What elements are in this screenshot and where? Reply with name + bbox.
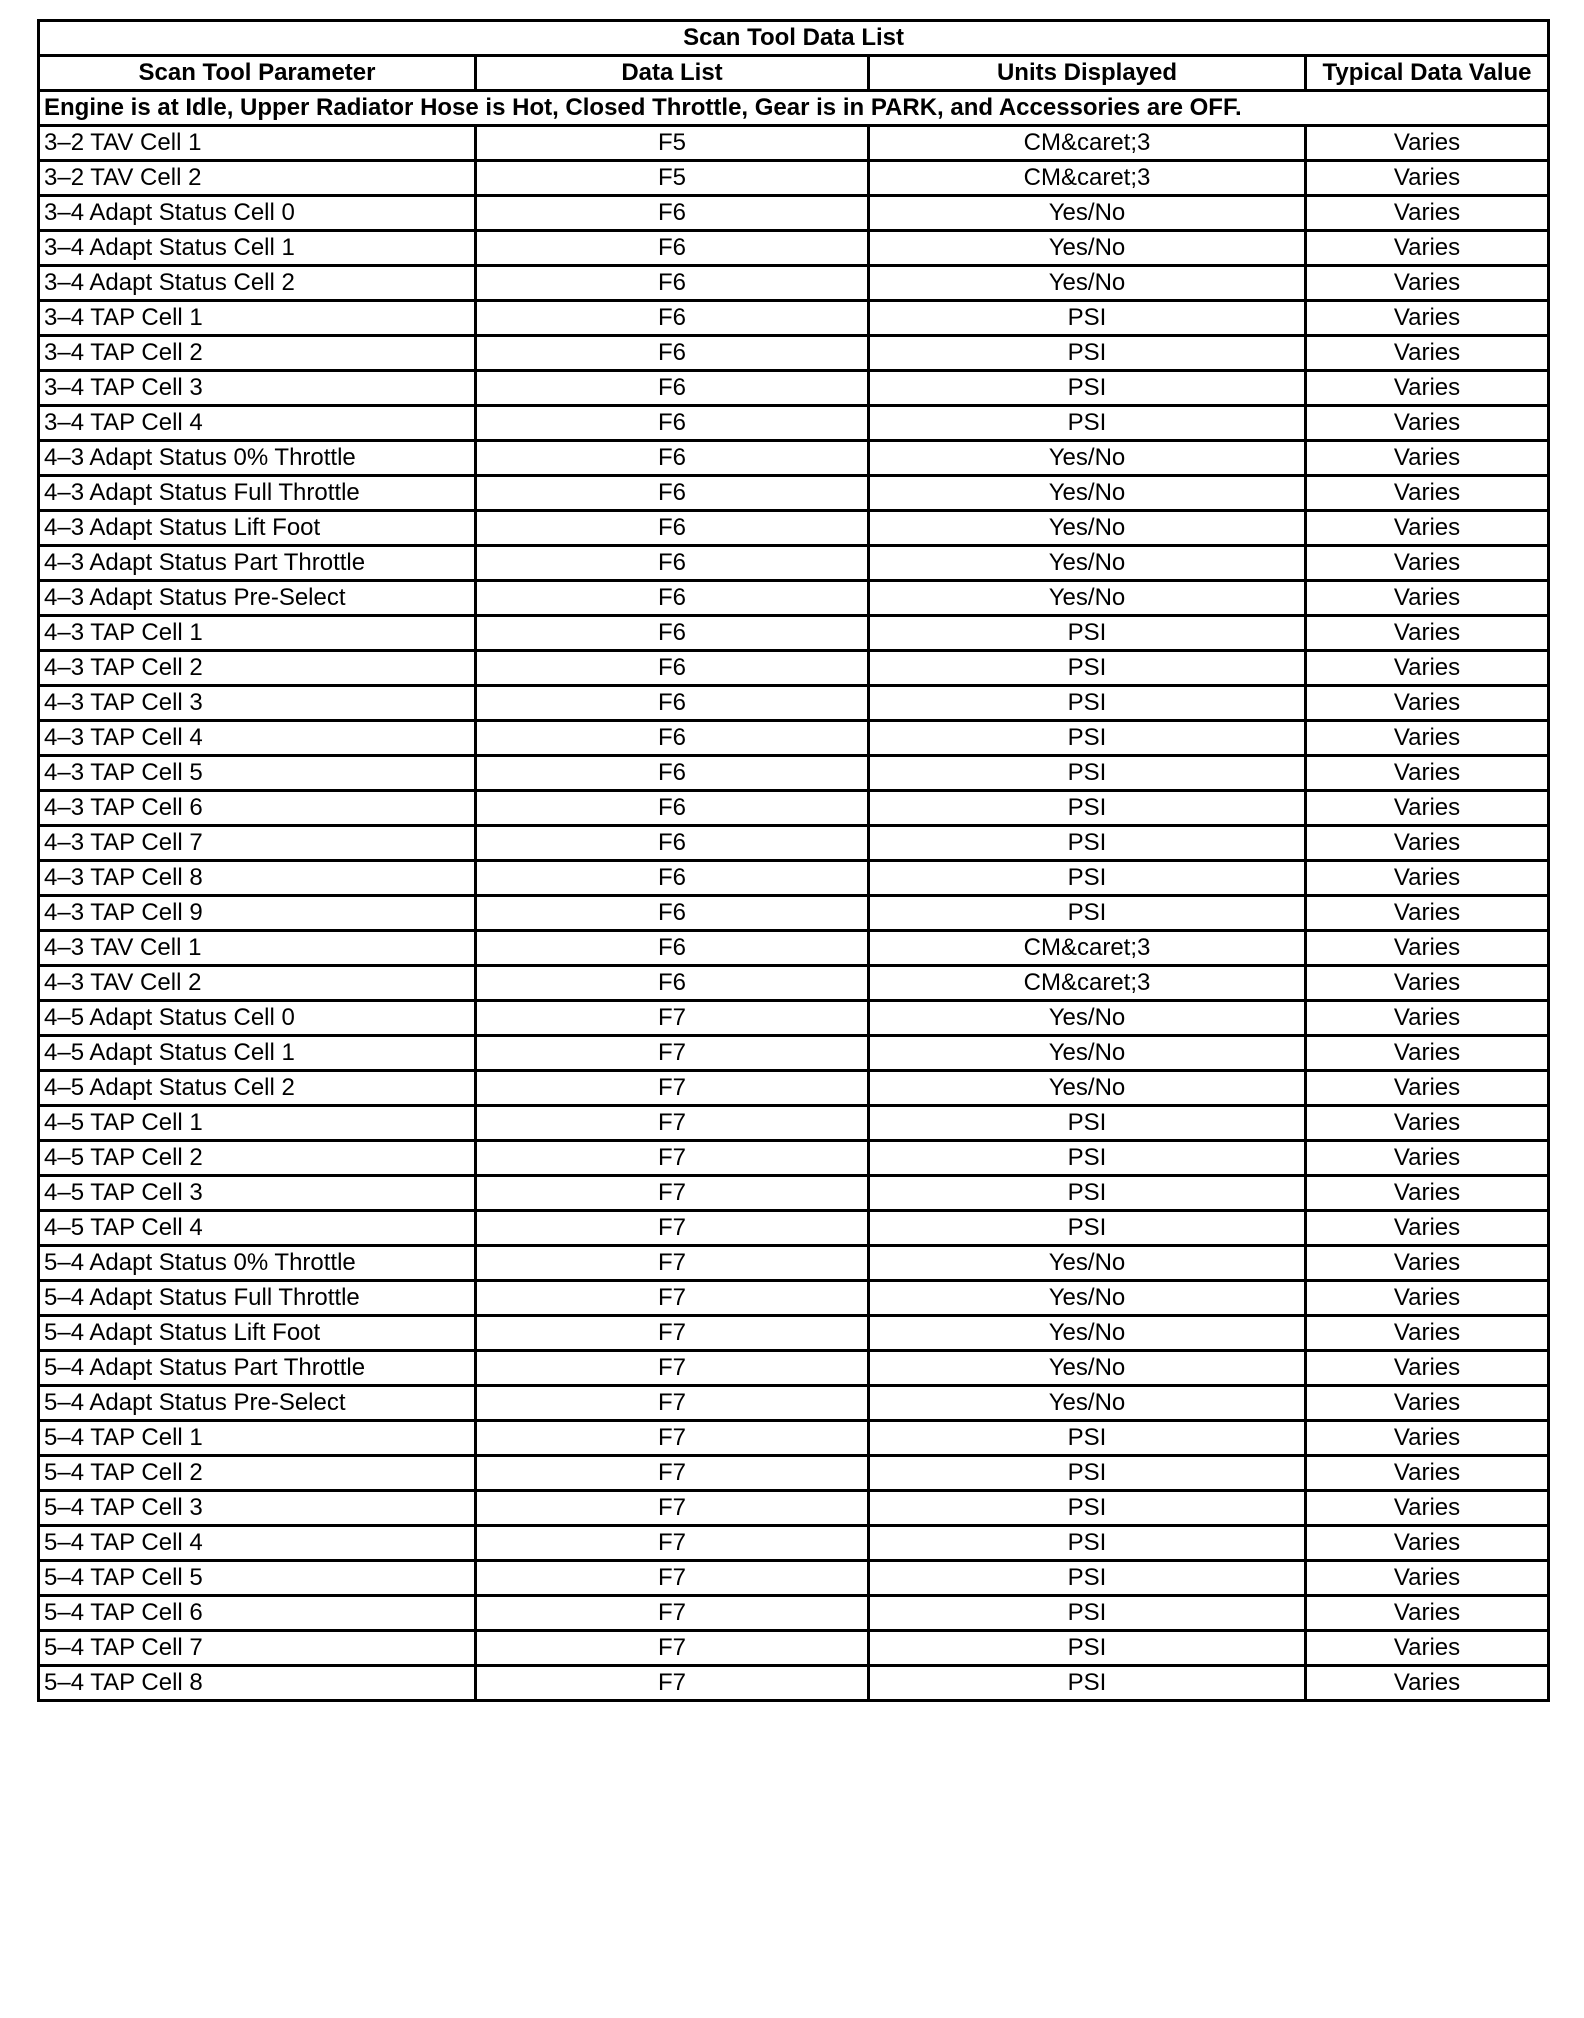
cell-data-list: F7 [476, 1211, 869, 1246]
cell-parameter: 4–3 Adapt Status Full Throttle [39, 476, 476, 511]
table-row [39, 406, 1549, 441]
cell-typical-value: Varies [1306, 1211, 1549, 1246]
cell-parameter: 4–3 TAP Cell 1 [39, 616, 476, 651]
table-row [39, 1001, 1549, 1036]
header-data-list: Data List [476, 56, 869, 91]
cell-typical-value: Varies [1306, 826, 1549, 861]
cell-data-list: F7 [476, 1281, 869, 1316]
table-row [39, 441, 1549, 476]
cell-units: Yes/No [869, 1386, 1306, 1421]
cell-parameter: 5–4 TAP Cell 2 [39, 1456, 476, 1491]
table-row [39, 301, 1549, 336]
cell-parameter: 4–5 Adapt Status Cell 1 [39, 1036, 476, 1071]
cell-units: CM&caret;3 [869, 161, 1306, 196]
cell-units: Yes/No [869, 1351, 1306, 1386]
cell-typical-value: Varies [1306, 966, 1549, 1001]
cell-units: PSI [869, 1106, 1306, 1141]
cell-units: PSI [869, 791, 1306, 826]
table-row [39, 1071, 1549, 1106]
table-row [39, 1421, 1549, 1456]
cell-parameter: 4–5 TAP Cell 1 [39, 1106, 476, 1141]
cell-units: PSI [869, 756, 1306, 791]
cell-typical-value: Varies [1306, 1141, 1549, 1176]
cell-data-list: F6 [476, 336, 869, 371]
cell-typical-value: Varies [1306, 1176, 1549, 1211]
cell-parameter: 4–3 TAP Cell 5 [39, 756, 476, 791]
cell-units: PSI [869, 406, 1306, 441]
cell-parameter: 3–4 Adapt Status Cell 2 [39, 266, 476, 301]
cell-parameter: 5–4 TAP Cell 7 [39, 1631, 476, 1666]
cell-typical-value: Varies [1306, 1281, 1549, 1316]
table-body [39, 126, 1549, 1701]
cell-units: PSI [869, 721, 1306, 756]
cell-parameter: 4–3 Adapt Status Lift Foot [39, 511, 476, 546]
cell-data-list: F6 [476, 931, 869, 966]
cell-data-list: F7 [476, 1561, 869, 1596]
cell-parameter: 5–4 TAP Cell 3 [39, 1491, 476, 1526]
cell-data-list: F6 [476, 476, 869, 511]
cell-data-list: F6 [476, 266, 869, 301]
cell-data-list: F6 [476, 791, 869, 826]
cell-typical-value: Varies [1306, 441, 1549, 476]
cell-data-list: F6 [476, 441, 869, 476]
table-row [39, 966, 1549, 1001]
table-row [39, 1211, 1549, 1246]
cell-parameter: 5–4 TAP Cell 8 [39, 1666, 476, 1701]
cell-units: PSI [869, 1596, 1306, 1631]
cell-data-list: F7 [476, 1526, 869, 1561]
cell-units: PSI [869, 1141, 1306, 1176]
cell-typical-value: Varies [1306, 1596, 1549, 1631]
table-row [39, 1526, 1549, 1561]
cell-data-list: F7 [476, 1386, 869, 1421]
cell-parameter: 4–3 TAV Cell 1 [39, 931, 476, 966]
cell-typical-value: Varies [1306, 581, 1549, 616]
cell-parameter: 4–5 Adapt Status Cell 2 [39, 1071, 476, 1106]
cell-data-list: F5 [476, 161, 869, 196]
cell-typical-value: Varies [1306, 476, 1549, 511]
table-row [39, 161, 1549, 196]
cell-parameter: 5–4 Adapt Status 0% Throttle [39, 1246, 476, 1281]
cell-units: Yes/No [869, 511, 1306, 546]
cell-parameter: 3–4 TAP Cell 2 [39, 336, 476, 371]
table-row [39, 126, 1549, 161]
cell-data-list: F7 [476, 1421, 869, 1456]
cell-data-list: F7 [476, 1036, 869, 1071]
cell-data-list: F7 [476, 1176, 869, 1211]
cell-typical-value: Varies [1306, 1666, 1549, 1701]
cell-typical-value: Varies [1306, 231, 1549, 266]
cell-typical-value: Varies [1306, 861, 1549, 896]
cell-data-list: F7 [476, 1071, 869, 1106]
cell-units: PSI [869, 1176, 1306, 1211]
cell-typical-value: Varies [1306, 196, 1549, 231]
table-row [39, 1036, 1549, 1071]
table-row [39, 756, 1549, 791]
cell-units: Yes/No [869, 1316, 1306, 1351]
cell-parameter: 3–4 TAP Cell 1 [39, 301, 476, 336]
cell-parameter: 4–3 TAP Cell 4 [39, 721, 476, 756]
table-row [39, 1631, 1549, 1666]
cell-units: PSI [869, 1666, 1306, 1701]
cell-data-list: F6 [476, 511, 869, 546]
header-units-displayed: Units Displayed [869, 56, 1306, 91]
table-row [39, 1561, 1549, 1596]
table-row [39, 511, 1549, 546]
cell-units: Yes/No [869, 1281, 1306, 1316]
cell-data-list: F6 [476, 756, 869, 791]
cell-typical-value: Varies [1306, 1631, 1549, 1666]
cell-typical-value: Varies [1306, 371, 1549, 406]
condition-row [39, 91, 1549, 126]
cell-data-list: F5 [476, 126, 869, 161]
cell-data-list: F6 [476, 826, 869, 861]
cell-units: Yes/No [869, 476, 1306, 511]
cell-data-list: F6 [476, 966, 869, 1001]
cell-typical-value: Varies [1306, 1456, 1549, 1491]
cell-units: Yes/No [869, 441, 1306, 476]
cell-typical-value: Varies [1306, 1351, 1549, 1386]
cell-data-list: F7 [476, 1666, 869, 1701]
cell-units: PSI [869, 686, 1306, 721]
cell-typical-value: Varies [1306, 511, 1549, 546]
table-row [39, 861, 1549, 896]
cell-typical-value: Varies [1306, 1386, 1549, 1421]
table-row [39, 1491, 1549, 1526]
cell-units: PSI [869, 861, 1306, 896]
scan-tool-data-table [37, 19, 1550, 1702]
cell-data-list: F6 [476, 301, 869, 336]
cell-units: PSI [869, 1561, 1306, 1596]
cell-typical-value: Varies [1306, 1106, 1549, 1141]
cell-typical-value: Varies [1306, 756, 1549, 791]
cell-data-list: F7 [476, 1631, 869, 1666]
cell-units: PSI [869, 616, 1306, 651]
cell-data-list: F6 [476, 581, 869, 616]
table-row [39, 1176, 1549, 1211]
cell-parameter: 4–3 TAP Cell 3 [39, 686, 476, 721]
table-row [39, 651, 1549, 686]
cell-data-list: F6 [476, 651, 869, 686]
cell-data-list: F6 [476, 896, 869, 931]
table-row [39, 1316, 1549, 1351]
cell-typical-value: Varies [1306, 406, 1549, 441]
cell-units: Yes/No [869, 581, 1306, 616]
table-row [39, 1456, 1549, 1491]
table-row [39, 371, 1549, 406]
cell-data-list: F7 [476, 1001, 869, 1036]
table-row [39, 826, 1549, 861]
cell-typical-value: Varies [1306, 896, 1549, 931]
cell-typical-value: Varies [1306, 266, 1549, 301]
cell-parameter: 4–3 Adapt Status Part Throttle [39, 546, 476, 581]
table-row [39, 896, 1549, 931]
operating-condition: Engine is at Idle, Upper Radiator Hose is Hot, Closed Throttle, Gear is in PARK, and Accessories are OFF. [39, 91, 1549, 126]
cell-units: Yes/No [869, 1246, 1306, 1281]
cell-units: CM&caret;3 [869, 966, 1306, 1001]
table-row [39, 1141, 1549, 1176]
table-row [39, 266, 1549, 301]
table-row [39, 196, 1549, 231]
cell-units: Yes/No [869, 266, 1306, 301]
cell-units: CM&caret;3 [869, 931, 1306, 966]
table-row [39, 616, 1549, 651]
cell-parameter: 4–5 Adapt Status Cell 0 [39, 1001, 476, 1036]
cell-parameter: 4–5 TAP Cell 3 [39, 1176, 476, 1211]
cell-parameter: 4–5 TAP Cell 2 [39, 1141, 476, 1176]
cell-parameter: 3–2 TAV Cell 1 [39, 126, 476, 161]
cell-parameter: 5–4 Adapt Status Full Throttle [39, 1281, 476, 1316]
table-row [39, 1351, 1549, 1386]
cell-typical-value: Varies [1306, 791, 1549, 826]
cell-units: PSI [869, 896, 1306, 931]
cell-data-list: F6 [476, 371, 869, 406]
cell-typical-value: Varies [1306, 1491, 1549, 1526]
cell-units: PSI [869, 826, 1306, 861]
cell-units: Yes/No [869, 1036, 1306, 1071]
cell-parameter: 3–2 TAV Cell 2 [39, 161, 476, 196]
cell-data-list: F6 [476, 231, 869, 266]
cell-typical-value: Varies [1306, 1001, 1549, 1036]
table-row [39, 1596, 1549, 1631]
table-header-row [39, 56, 1549, 91]
cell-typical-value: Varies [1306, 931, 1549, 966]
cell-typical-value: Varies [1306, 546, 1549, 581]
cell-data-list: F6 [476, 721, 869, 756]
table-row [39, 546, 1549, 581]
cell-parameter: 5–4 Adapt Status Lift Foot [39, 1316, 476, 1351]
table-row [39, 931, 1549, 966]
table-row [39, 721, 1549, 756]
cell-data-list: F6 [476, 406, 869, 441]
cell-typical-value: Varies [1306, 1526, 1549, 1561]
cell-typical-value: Varies [1306, 336, 1549, 371]
cell-parameter: 4–3 TAP Cell 7 [39, 826, 476, 861]
cell-parameter: 4–3 TAP Cell 9 [39, 896, 476, 931]
cell-data-list: F7 [476, 1246, 869, 1281]
cell-units: Yes/No [869, 231, 1306, 266]
cell-units: Yes/No [869, 1001, 1306, 1036]
cell-typical-value: Varies [1306, 301, 1549, 336]
cell-data-list: F6 [476, 686, 869, 721]
cell-parameter: 4–3 TAV Cell 2 [39, 966, 476, 1001]
cell-units: PSI [869, 301, 1306, 336]
cell-typical-value: Varies [1306, 616, 1549, 651]
cell-data-list: F6 [476, 546, 869, 581]
cell-units: PSI [869, 371, 1306, 406]
cell-units: PSI [869, 1491, 1306, 1526]
table-row [39, 1106, 1549, 1141]
table-row [39, 231, 1549, 266]
cell-parameter: 5–4 TAP Cell 4 [39, 1526, 476, 1561]
cell-parameter: 5–4 TAP Cell 6 [39, 1596, 476, 1631]
cell-parameter: 4–3 TAP Cell 2 [39, 651, 476, 686]
table-row [39, 476, 1549, 511]
cell-typical-value: Varies [1306, 161, 1549, 196]
cell-data-list: F7 [476, 1491, 869, 1526]
cell-data-list: F7 [476, 1316, 869, 1351]
cell-typical-value: Varies [1306, 651, 1549, 686]
cell-parameter: 4–3 TAP Cell 6 [39, 791, 476, 826]
table-row [39, 1386, 1549, 1421]
cell-units: Yes/No [869, 1071, 1306, 1106]
table-row [39, 1666, 1549, 1701]
table-title-row [39, 21, 1549, 56]
cell-units: PSI [869, 651, 1306, 686]
cell-units: Yes/No [869, 546, 1306, 581]
cell-units: PSI [869, 1631, 1306, 1666]
cell-data-list: F7 [476, 1106, 869, 1141]
table-row [39, 791, 1549, 826]
cell-parameter: 5–4 TAP Cell 1 [39, 1421, 476, 1456]
cell-parameter: 3–4 TAP Cell 3 [39, 371, 476, 406]
cell-parameter: 4–3 Adapt Status Pre-Select [39, 581, 476, 616]
cell-typical-value: Varies [1306, 721, 1549, 756]
cell-units: PSI [869, 1456, 1306, 1491]
cell-units: PSI [869, 336, 1306, 371]
cell-typical-value: Varies [1306, 1036, 1549, 1071]
cell-data-list: F7 [476, 1141, 869, 1176]
cell-parameter: 3–4 TAP Cell 4 [39, 406, 476, 441]
cell-typical-value: Varies [1306, 1421, 1549, 1456]
header-scan-tool-parameter: Scan Tool Parameter [39, 56, 476, 91]
cell-data-list: F7 [476, 1596, 869, 1631]
header-typical-data-value: Typical Data Value [1306, 56, 1549, 91]
cell-data-list: F7 [476, 1456, 869, 1491]
cell-units: Yes/No [869, 196, 1306, 231]
table-row [39, 1246, 1549, 1281]
cell-parameter: 5–4 Adapt Status Part Throttle [39, 1351, 476, 1386]
cell-units: PSI [869, 1421, 1306, 1456]
cell-typical-value: Varies [1306, 1316, 1549, 1351]
cell-parameter: 5–4 TAP Cell 5 [39, 1561, 476, 1596]
cell-typical-value: Varies [1306, 1071, 1549, 1106]
cell-data-list: F6 [476, 196, 869, 231]
cell-units: PSI [869, 1526, 1306, 1561]
cell-typical-value: Varies [1306, 1246, 1549, 1281]
cell-units: PSI [869, 1211, 1306, 1246]
cell-parameter: 5–4 Adapt Status Pre-Select [39, 1386, 476, 1421]
cell-parameter: 4–5 TAP Cell 4 [39, 1211, 476, 1246]
cell-parameter: 3–4 Adapt Status Cell 1 [39, 231, 476, 266]
cell-typical-value: Varies [1306, 1561, 1549, 1596]
table-row [39, 1281, 1549, 1316]
cell-typical-value: Varies [1306, 126, 1549, 161]
table-row [39, 336, 1549, 371]
table-title: Scan Tool Data List [39, 21, 1549, 56]
cell-data-list: F6 [476, 861, 869, 896]
cell-parameter: 4–3 Adapt Status 0% Throttle [39, 441, 476, 476]
table-row [39, 686, 1549, 721]
cell-data-list: F7 [476, 1351, 869, 1386]
table-row [39, 581, 1549, 616]
cell-typical-value: Varies [1306, 686, 1549, 721]
cell-data-list: F6 [476, 616, 869, 651]
cell-units: CM&caret;3 [869, 126, 1306, 161]
cell-parameter: 4–3 TAP Cell 8 [39, 861, 476, 896]
cell-parameter: 3–4 Adapt Status Cell 0 [39, 196, 476, 231]
